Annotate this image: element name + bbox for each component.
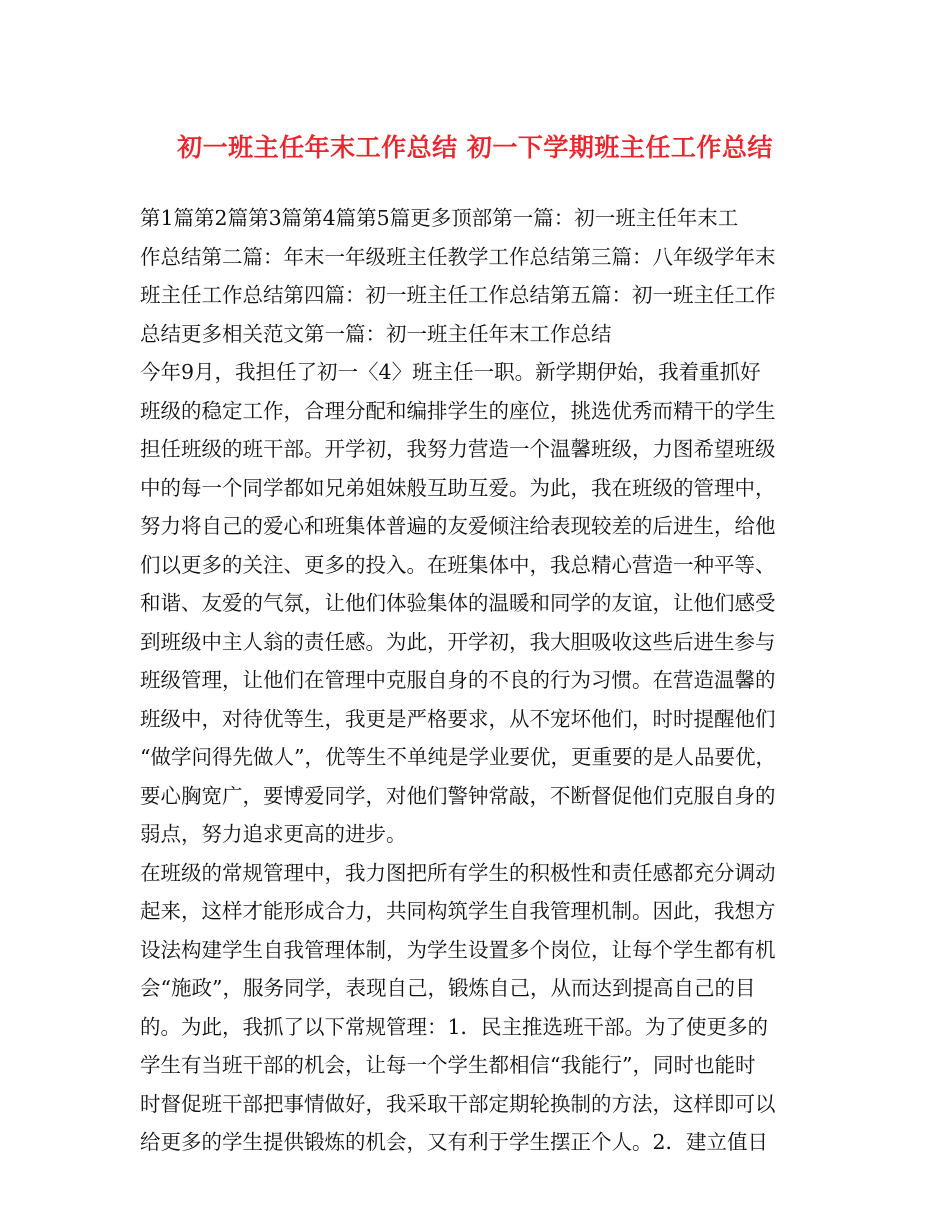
body-line: 起来，这样才能形成合力，共同构筑学生自我管理机制。因此，我想方 — [140, 899, 776, 923]
body-line: 的。为此，我抓了以下常规管理：1．民主推选班干部。为了使更多的 — [140, 1014, 769, 1039]
body-line: 中的每一个同学都如兄弟姐妹般互助互爱。为此，我在班级的管理中， — [140, 475, 776, 500]
body-line: 班主任工作总结第四篇：初一班主任工作总结第五篇：初一班主任工作 — [140, 283, 776, 307]
document-body — [140, 199, 820, 1162]
body-line: 们以更多的关注、更多的投入。在班集体中，我总精心营造一种平等、 — [140, 552, 776, 577]
body-line: 第1篇第2篇第3篇第4篇第5篇更多顶部第一篇：初一班主任年末工 — [140, 206, 739, 230]
body-line: 班级中，对待优等生，我更是严格要求，从不宠坏他们，时时提醒他们 — [140, 706, 776, 731]
body-line: 今年9月，我担任了初一〈4〉班主任一职。新学期伊始，我着重抓好 — [140, 360, 761, 384]
body-line: 班级的稳定工作，合理分配和编排学生的座位，挑选优秀而精干的学生 — [140, 398, 776, 423]
body-line: 给更多的学生提供锻炼的机会，又有利于学生摆正个人。2．建立值日 — [140, 1130, 769, 1154]
body-line: 弱点，努力追求更高的进步。 — [140, 822, 407, 846]
body-line: 在班级的常规管理中，我力图把所有学生的积极性和责任感都充分调动 — [140, 860, 776, 885]
body-line: 担任班级的班干部。开学初，我努力营造一个温馨班级，力图希望班级 — [140, 437, 776, 461]
body-line: 和谐、友爱的气氛，让他们体验集体的温暖和同学的友谊，让他们感受 — [140, 591, 776, 615]
body-line: 会“施政”，服务同学，表现自己，锻炼自己，从而达到提高自己的目 — [140, 976, 756, 1000]
body-line: 时督促班干部把事情做好，我采取干部定期轮换制的方法，这样即可以 — [140, 1091, 776, 1116]
body-line: 学生有当班干部的机会，让每一个学生都相信“我能行”，同时也能时 — [140, 1053, 756, 1077]
body-line: 作总结第二篇：年末一年级班主任教学工作总结第三篇：八年级学年末 — [140, 244, 776, 269]
body-line: 到班级中主人翁的责任感。为此，开学初，我大胆吸收这些后进生参与 — [140, 629, 776, 654]
document-title: 初一班主任年末工作总结 初一下学期班主任工作总结 — [177, 133, 773, 162]
body-line: 设法构建学生自我管理体制，为学生设置多个岗位，让每个学生都有机 — [140, 937, 776, 962]
body-line: 要心胸宽广，要博爱同学，对他们警钟常敲，不断督促他们克服自身的 — [140, 783, 776, 808]
body-line: 班级管理，让他们在管理中克服自身的不良的行为习惯。在营造温馨的 — [140, 668, 776, 692]
body-line: “做学问得先做人”，优等生不单纯是学业要优，更重要的是人品要优， — [140, 745, 776, 769]
body-line: 总结更多相关范文第一篇：初一班主任年末工作总结 — [140, 321, 612, 346]
body-line: 努力将自己的爱心和班集体普遍的友爱倾注给表现较差的后进生，给他 — [140, 514, 776, 538]
